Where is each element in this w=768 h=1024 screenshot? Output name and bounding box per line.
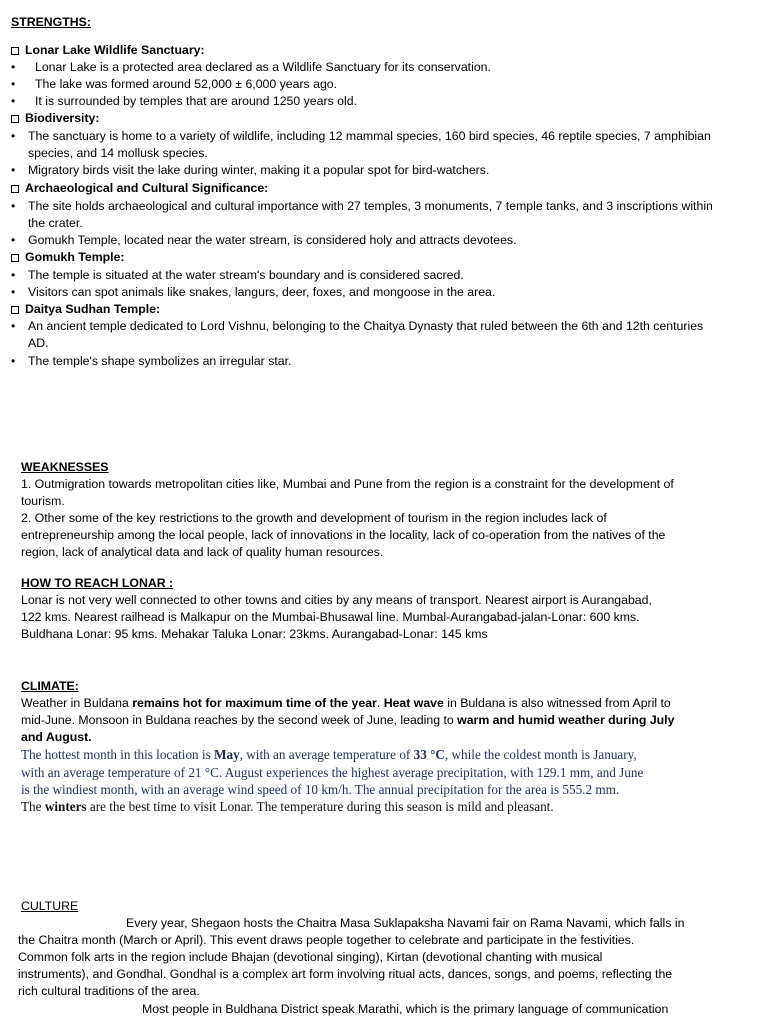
checkbox-icon [11,115,19,123]
culture-line: Common folk arts in the region include Bhajan (devotional singing), Kirtan (devotional chanting with musical [18,950,603,964]
climate-heading: CLIMATE: [21,679,79,693]
bullet-icon: • [11,319,16,333]
bullet-icon: • [11,233,16,247]
climate-line: The hottest month in this location is May, with an average temperature of 33 °C, while the coldest month is January, [21,747,637,762]
bullet-icon: • [11,60,16,74]
strength-bullet: Visitors can spot animals like snakes, langurs, deer, foxes, and mongoose in the area. [28,285,496,299]
strength-item-daitya [11,301,160,318]
strength-title: Gomukh Temple: [25,250,125,264]
weakness-line: entrepreneurship among the local people, lack of innovations in the locality, lack of co-operation from the natives of the [21,528,666,542]
bullet-icon: • [11,77,16,91]
strength-bullet: The temple is situated at the water stream's boundary and is considered sacred. [28,268,464,282]
climate-line: Weather in Buldana remains hot for maximum time of the year. Heat wave in Buldana is also witnessed from April to [21,696,671,710]
strength-item-sanctuary [11,42,205,59]
strengths-heading: STRENGTHS: [11,15,91,29]
strength-bullet-cont: the crater. [28,216,83,230]
reach-line: Buldhana Lonar: 95 kms. Mehakar Taluka Lonar: 23kms. Aurangabad-Lonar: 145 kms [21,627,488,641]
strength-bullet: Gomukh Temple, located near the water stream, is considered holy and attracts devotees. [28,233,517,247]
climate-line: The winters are the best time to visit Lonar. The temperature during this season is mild and pleasant. [21,799,554,814]
strength-bullet: The lake was formed around 52,000 ± 6,000 years ago. [35,77,338,91]
strength-bullet: It is surrounded by temples that are around 1250 years old. [35,94,357,108]
culture-line: the Chaitra month (March or April). This event draws people together to celebrate and participate in the festivities. [18,933,635,947]
strength-title: Archaeological and Cultural Significance: [25,181,269,195]
weakness-line: tourism. [21,494,65,508]
strength-item-gomukh [11,249,125,266]
reach-line: Lonar is not very well connected to other towns and cities by any means of transport. Nearest airport is Aurangabad, [21,593,652,607]
climate-line: is the windiest month, with an average wind speed of 10 km/h. The annual precipitation for the area is 555.2 mm. [21,782,620,797]
weakness-line: 2. Other some of the key restrictions to the growth and development of tourism in the region includes lack of [21,511,607,525]
checkbox-icon [11,306,19,314]
bullet-icon: • [11,354,16,368]
climate-line: and August. [21,730,92,744]
checkbox-icon [11,185,19,193]
bullet-icon: • [11,163,16,177]
bullet-icon: • [11,129,16,143]
culture-line: Every year, Shegaon hosts the Chaitra Masa Suklapaksha Navami fair on Rama Navami, which falls in [126,916,685,930]
strength-bullet: The site holds archaeological and cultural importance with 27 temples, 3 monuments, 7 temple tanks, and 3 inscriptions within [28,199,713,213]
reach-heading: HOW TO REACH LONAR : [21,576,174,590]
strength-item-biodiversity [11,110,99,127]
culture-line: Most people in Buldhana District speak Marathi, which is the primary language of communication [142,1002,669,1016]
strength-bullet-cont: species, and 14 mollusk species. [28,146,208,160]
strength-title: Daitya Sudhan Temple: [25,302,161,316]
reach-line: 122 kms. Nearest railhead is Malkapur on the Mumbai-Bhusawal line. Mumbal-Aurangabad-jalan-Lonar: 600 kms. [21,610,640,624]
bullet-icon: • [11,285,16,299]
culture-heading: CULTURE [21,899,79,913]
strength-bullet: An ancient temple dedicated to Lord Vishnu, belonging to the Chaitya Dynasty that ruled between the 6th and 12th centuries [28,319,704,333]
bullet-icon: • [11,94,16,108]
bullet-icon: • [11,268,16,282]
climate-line: with an average temperature of 21 °C. August experiences the highest average precipitation, with 129.1 mm, and June [21,765,644,780]
weaknesses-heading: WEAKNESSES [21,460,109,474]
strength-bullet: Lonar Lake is a protected area declared as a Wildlife Sanctuary for its conservation. [35,60,491,74]
culture-line: rich cultural traditions of the area. [18,984,200,998]
strength-bullet: The sanctuary is home to a variety of wildlife, including 12 mammal species, 160 bird species, 46 reptile species, 7 amphibian [28,129,711,143]
strength-title: Lonar Lake Wildlife Sanctuary: [25,43,205,57]
checkbox-icon [11,47,19,55]
weakness-line: 1. Outmigration towards metropolitan cities like, Mumbai and Pune from the region is a constraint for the development of [21,477,674,491]
strength-bullet: Migratory birds visit the lake during winter, making it a popular spot for bird-watchers. [28,163,490,177]
strength-bullet-cont: AD. [28,336,49,350]
climate-line: mid-June. Monsoon in Buldana reaches by the second week of June, leading to warm and humid weather during July [21,713,675,727]
weakness-line: region, lack of analytical data and lack of quality human resources. [21,545,384,559]
strength-item-archaeological [11,180,268,197]
checkbox-icon [11,254,19,262]
strength-title: Biodiversity: [25,111,100,125]
bullet-icon: • [11,199,16,213]
strength-bullet: The temple's shape symbolizes an irregular star. [28,354,292,368]
culture-line: instruments), and Gondhal. Gondhal is a complex art form involving ritual acts, dances, songs, and poems, reflecting the [18,967,673,981]
